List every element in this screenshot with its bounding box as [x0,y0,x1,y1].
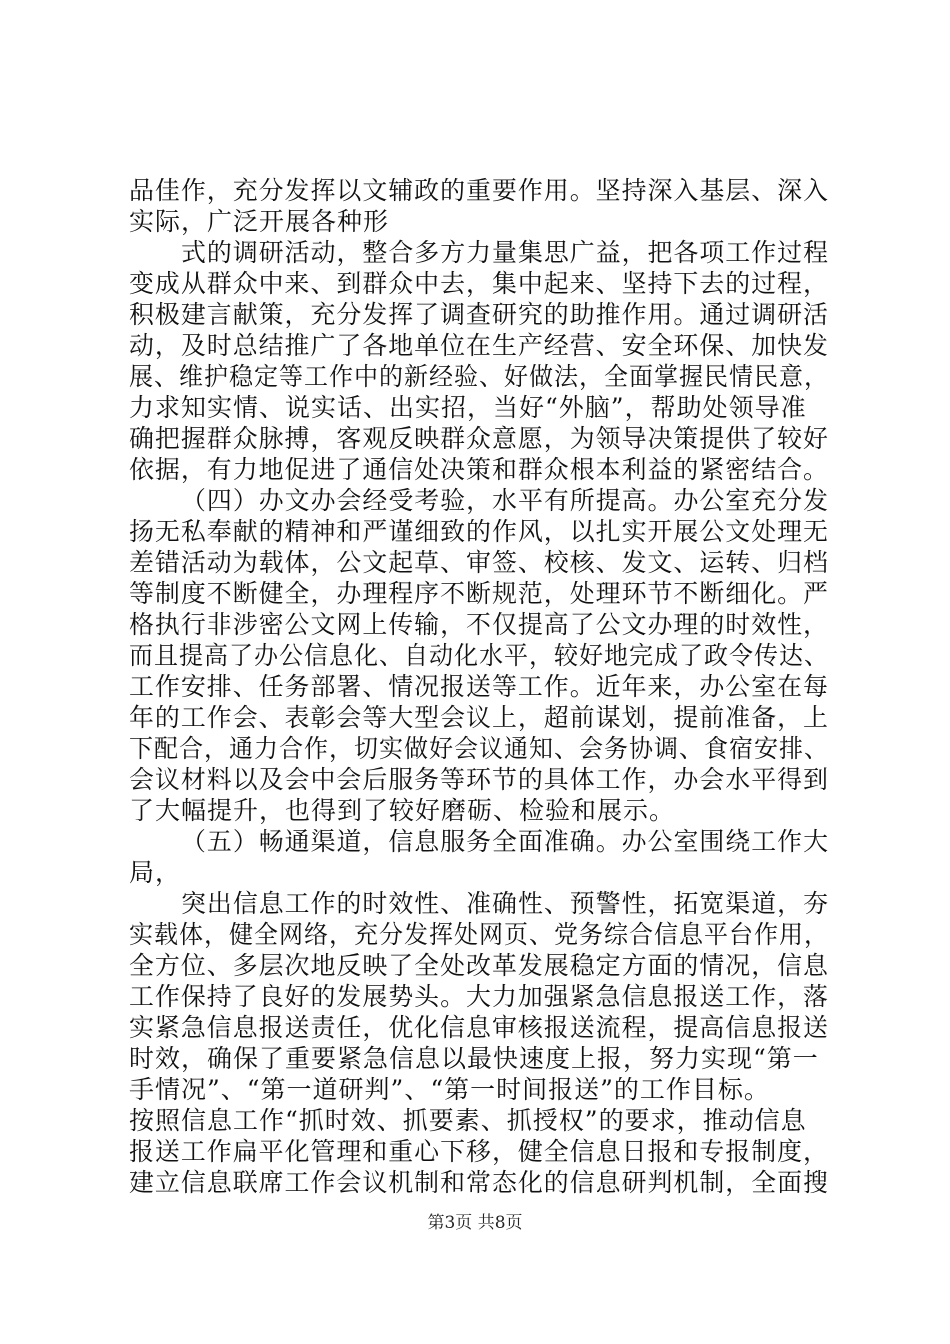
text-line: 报送工作扁平化管理和重心下移，健全信息日报和专报制度， [129,1137,829,1166]
text-line: 展、维护稳定等工作中的新经验、好做法，全面掌握民情民意， [129,362,829,391]
text-line: 动，及时总结推广了各地单位在生产经营、安全环保、加快发 [129,331,829,360]
text-line: 年的工作会、表彰会等大型会议上，超前谋划，提前准备，上 [129,703,829,732]
text-line: 积极建言献策，充分发挥了调查研究的助推作用。通过调研活 [129,300,829,329]
text-line: 格执行非涉密公文网上传输，不仅提高了公文办理的时效性， [129,610,829,639]
text-line: 实际，广泛开展各种形 [129,207,390,236]
text-line: 会议材料以及会中会后服务等环节的具体工作，办会水平得到 [129,765,829,794]
page-footer: 第3页 共8页 [427,1213,523,1233]
text-line: 变成从群众中来、到群众中去，集中起来、坚持下去的过程， [129,269,829,298]
text-line: 式的调研活动，整合多方力量集思广益，把各项工作过程 [181,238,829,267]
text-line: 时效，确保了重要紧急信息以最快速度上报，努力实现“第一 [129,1044,819,1073]
body-text [129,175,829,1198]
text-line: 确把握群众脉搏，客观反映群众意愿，为领导决策提供了较好 [129,424,829,453]
text-line: 而且提高了办公信息化、自动化水平，较好地完成了政令传达、 [129,641,829,670]
text-line: 工作保持了良好的发展势头。大力加强紧急信息报送工作，落 [129,982,829,1011]
text-line: 品佳作，充分发挥以文辅政的重要作用。坚持深入基层、深入 [129,176,829,205]
text-line: 工作安排、任务部署、情况报送等工作。近年来，办公室在每 [129,672,829,701]
text-line: 按照信息工作“抓时效、抓要素、抓授权”的要求，推动信息 [129,1106,807,1135]
text-line: 建立信息联席工作会议机制和常态化的信息研判机制，全面搜 [129,1168,829,1197]
text-line: （五）畅通渠道，信息服务全面准确。办公室围绕工作大 [181,827,829,856]
text-line: 局， [129,858,182,887]
text-line: 手情况”、“第一道研判”、“第一时间报送”的工作目标。 [129,1075,770,1104]
text-line: 依据，有力地促进了通信处决策和群众根本利益的紧密结合。 [129,455,829,484]
text-line: 力求知实情、说实话、出实招，当好“外脑”，帮助处领导准 [129,393,807,422]
text-line: 突出信息工作的时效性、准确性、预警性，拓宽渠道，夯 [181,889,829,918]
text-line: 等制度不断健全，办理程序不断规范，处理环节不断细化。严 [129,579,829,608]
text-line: 了大幅提升，也得到了较好磨砺、检验和展示。 [129,796,676,825]
text-line: （四）办文办会经受考验，水平有所提高。办公室充分发 [181,486,829,515]
text-line: 扬无私奉献的精神和严谨细致的作风，以扎实开展公文处理无 [129,517,829,546]
text-line: 实载体，健全网络，充分发挥处网页、党务综合信息平台作用， [129,920,829,949]
text-line: 下配合，通力合作，切实做好会议通知、会务协调、食宿安排、 [129,734,829,763]
text-line: 实紧急信息报送责任，优化信息审核报送流程，提高信息报送 [129,1013,829,1042]
text-line: 差错活动为载体，公文起草、审签、校核、发文、运转、归档 [129,548,829,577]
text-line: 全方位、多层次地反映了全处改革发展稳定方面的情况，信息 [129,951,829,980]
